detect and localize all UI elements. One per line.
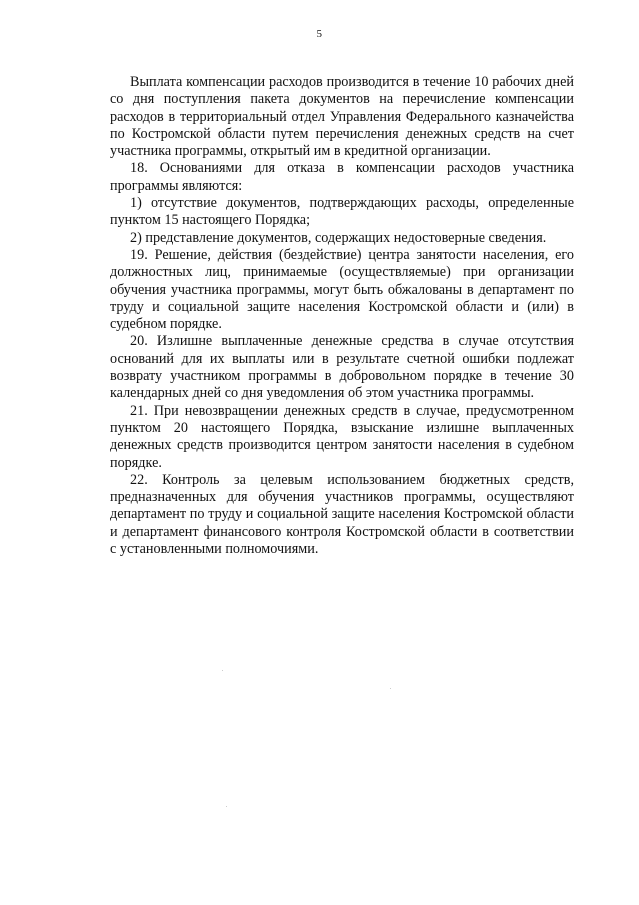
scan-speck: [390, 688, 391, 689]
paragraph-18-item-2: 2) представление документов, содержащих недостоверные сведения.: [130, 229, 547, 246]
paragraph-18-item-1: 1) отсутствие документов, подтверждающих расходы, определенные пунктом 15 настоящего Порядка;: [110, 195, 574, 229]
scan-speck: [222, 670, 223, 671]
paragraph-19-appeal: 19. Решение, действия (бездействие) центра занятости населения, его должностных лиц, принимаемые (осуществляемые) при организации обучения участника программы, могут быть обжалованы в департамент по труду и социальной защите населения Костромской области и (или) в судебном порядке.: [110, 246, 574, 333]
paragraph-20-overpayment: 20. Излишне выплаченные денежные средства в случае отсутствия оснований для их выплаты или в результате счетной ошибки подлежат возврату участником программы в добровольном порядке в течение 30 календарных дней со дня уведомления об этом участника программы.: [110, 333, 574, 402]
paragraph-compensation-payment: Выплата компенсации расходов производится в течение 10 рабочих дней со дня поступления пакета документов на перечисление компенсации расходов в территориальный отдел Управления Федерального казначейства по Костромской области путем перечисления денежных средств на счет участника программы, открытый им в кредитной организации.: [110, 74, 574, 160]
paragraph-18-refusal-grounds: 18. Основаниями для отказа в компенсации расходов участника программы являются:: [110, 160, 574, 194]
scan-speck: [226, 806, 227, 807]
paragraph-21-recovery: 21. При невозвращении денежных средств в случае, предусмотренном пунктом 20 настоящего Порядка, взыскание излишне выплаченных денежных средств производится центром занятости населения в судебном порядке.: [110, 402, 574, 471]
page-number: 5: [316, 28, 323, 40]
document-body: [110, 74, 574, 558]
paragraph-22-control: 22. Контроль за целевым использованием бюджетных средств, предназначенных для обучения участников программы, осуществляют департамент по труду и социальной защите населения Костромской области и департамент финансового контроля Костромской области в соответствии с установленными полномочиями.: [110, 471, 574, 558]
